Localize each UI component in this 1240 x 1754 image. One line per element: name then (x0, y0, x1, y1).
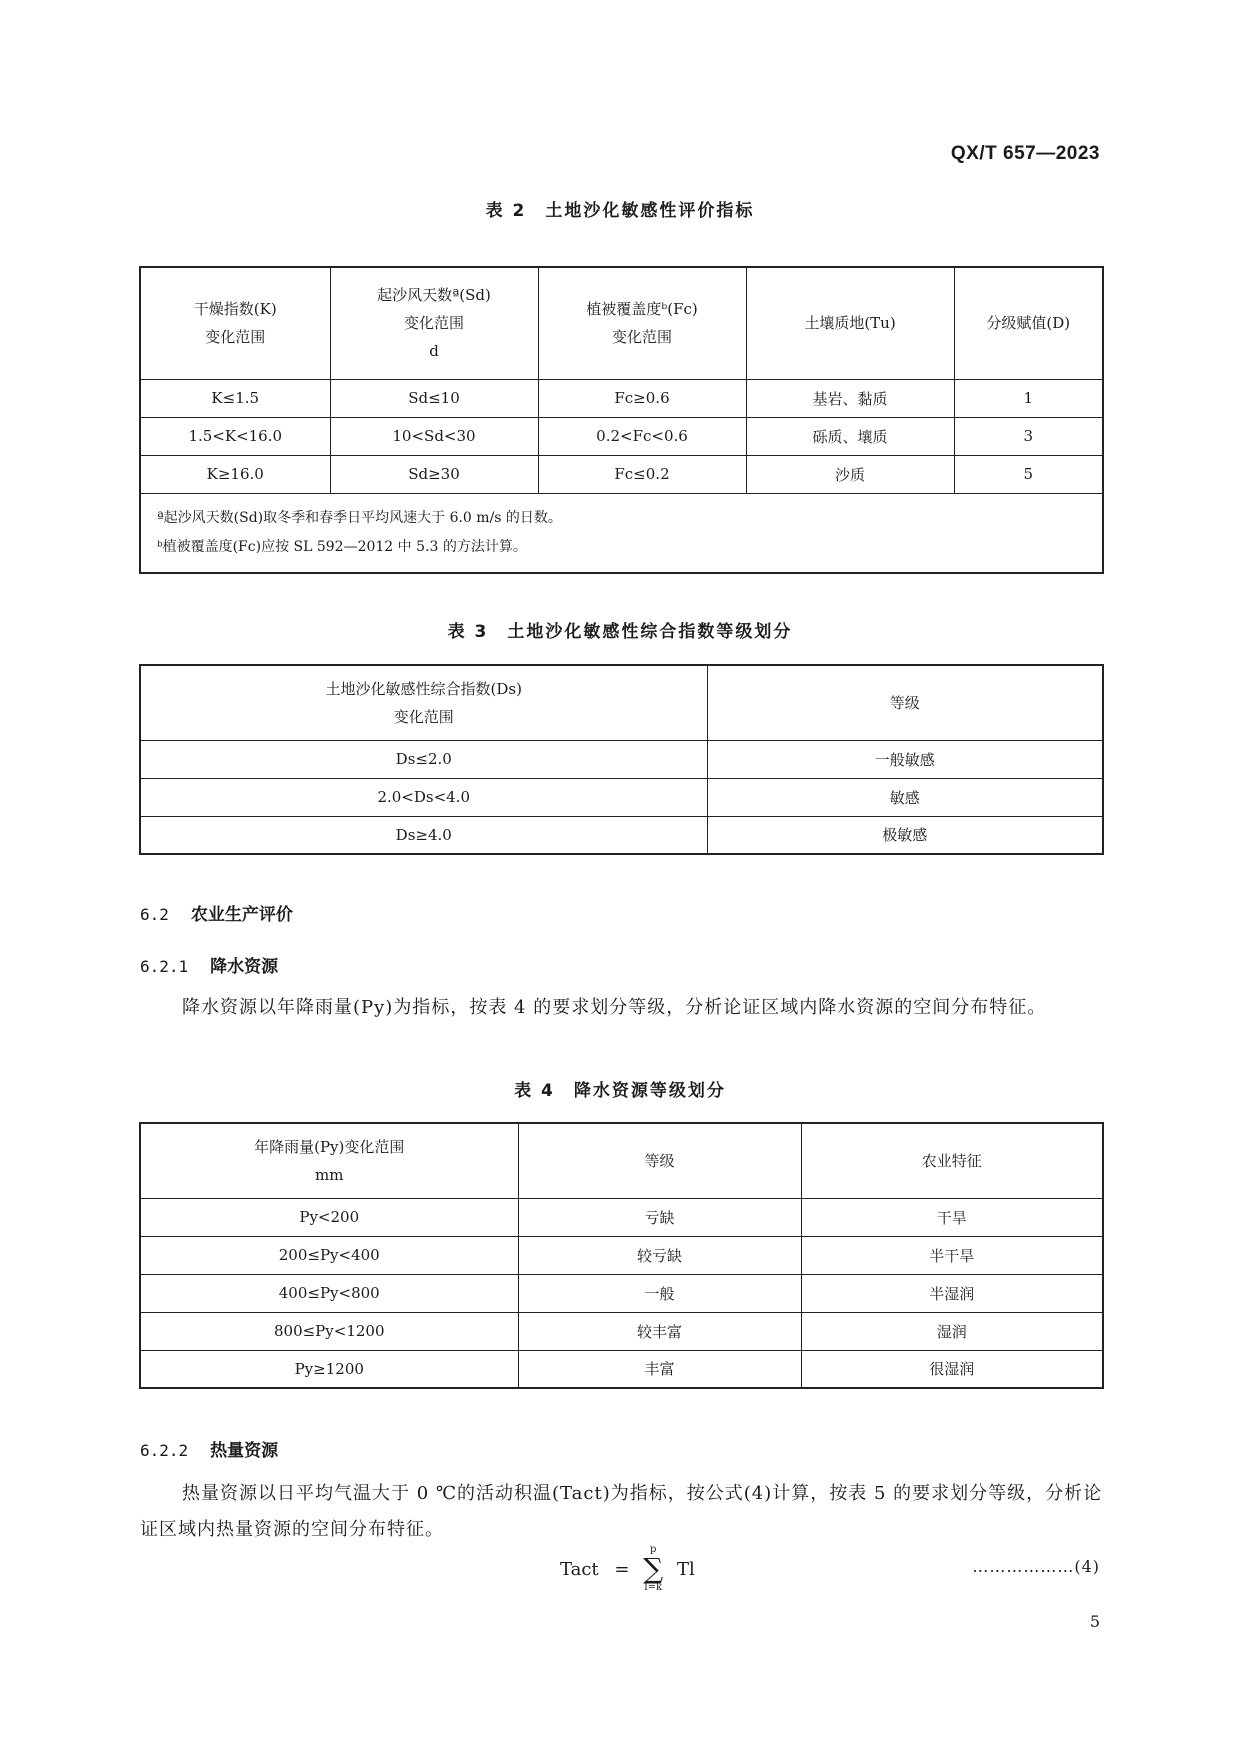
table-cell: 干旱 (801, 1198, 1103, 1236)
section-title: 农业生产评价 (190, 905, 293, 925)
table2 (139, 266, 1104, 574)
header-line: 变化范围 (403, 314, 464, 333)
table2-caption: 表 2 土地沙化敏感性评价指标 (485, 201, 755, 221)
table-note: ᵇ植被覆盖度(Fc)应按 SL 592—2012 中 5.3 的方法计算。 (157, 538, 527, 555)
section-title: 降水资源 (210, 957, 279, 977)
table-cell: Fc≤0.2 (538, 455, 746, 493)
table-cell: 较亏缺 (518, 1236, 801, 1274)
table3-header-cell (707, 665, 1103, 740)
section-title: 热量资源 (210, 1441, 279, 1461)
header-line: 变化范围 (611, 328, 672, 347)
table-row (140, 1312, 1103, 1350)
table-cell: 基岩、黏质 (746, 379, 954, 417)
sum-upper: p (650, 1544, 657, 1555)
section-number: 6.2.1 (140, 957, 189, 976)
table-cell: 较丰富 (518, 1312, 801, 1350)
header-line: 土壤质地(Tu) (804, 314, 896, 333)
table-cell: Sd≥30 (330, 455, 538, 493)
section-number: 6.2.2 (140, 1441, 189, 1460)
header-line: 等级 (889, 693, 920, 712)
table-cell: 湿润 (801, 1312, 1103, 1350)
table-cell: 2.0<Ds<4.0 (140, 778, 707, 816)
header-line: 年降雨量(Py)变化范围 (254, 1137, 405, 1156)
table2-header-row (140, 267, 1103, 379)
table-row (140, 740, 1103, 778)
table-cell: 沙质 (746, 455, 954, 493)
table3 (139, 664, 1104, 855)
table-row (140, 778, 1103, 816)
table4-header-cell (518, 1123, 801, 1198)
table3-header-row (140, 665, 1103, 740)
table-cell: Py≥1200 (140, 1350, 518, 1388)
table2-header-cell (330, 267, 538, 379)
table-cell: 3 (954, 417, 1103, 455)
formula-4 (560, 1544, 695, 1594)
header-line: d (429, 342, 439, 361)
header-line: 植被覆盖度ᵇ(Fc) (586, 300, 698, 319)
header-line: 起沙风天数ª(Sd) (377, 286, 491, 305)
sum-lower: l=k (644, 1582, 663, 1593)
header-line: mm (315, 1165, 344, 1184)
table2-header-cell (746, 267, 954, 379)
table4-caption: 表 4 降水资源等级划分 (514, 1081, 726, 1101)
table-cell: Ds≤2.0 (140, 740, 707, 778)
table-note: ª起沙风天数(Sd)取冬季和春季日平均风速大于 6.0 m/s 的日数。 (157, 509, 562, 526)
table-cell: 亏缺 (518, 1198, 801, 1236)
table-cell: Ds≥4.0 (140, 816, 707, 854)
table-cell: 800≤Py<1200 (140, 1312, 518, 1350)
header-line: 变化范围 (393, 707, 454, 726)
table-row (140, 417, 1103, 455)
table-cell: 一般敏感 (707, 740, 1103, 778)
table3-caption: 表 3 土地沙化敏感性综合指数等级划分 (447, 622, 793, 642)
section-number: 6.2 (140, 905, 169, 924)
table-row (140, 379, 1103, 417)
header-line: 等级 (644, 1151, 675, 1170)
table2-header-cell (140, 267, 330, 379)
standard-number: QX/T 657—2023 (950, 143, 1100, 164)
table-cell: K≤1.5 (140, 379, 330, 417)
table-cell: 0.2<Fc<0.6 (538, 417, 746, 455)
section-heading-6-2-1 (140, 952, 278, 977)
header-line: 变化范围 (205, 328, 266, 347)
table-cell: 半湿润 (801, 1274, 1103, 1312)
table-cell: 极敏感 (707, 816, 1103, 854)
section-heading-6-2-2 (140, 1436, 278, 1461)
table4-header-cell (140, 1123, 518, 1198)
table-row (140, 1274, 1103, 1312)
table2-notes-row (140, 493, 1103, 573)
table-cell: Fc≥0.6 (538, 379, 746, 417)
table-cell: 砾质、壤质 (746, 417, 954, 455)
table2-notes (140, 493, 1103, 573)
header-line: 农业特征 (921, 1151, 982, 1170)
table-cell: 5 (954, 455, 1103, 493)
formula-lhs: Tact (560, 1558, 599, 1580)
formula-equals: = (614, 1558, 630, 1580)
table3-header-cell (140, 665, 707, 740)
paragraph-precipitation: 降水资源以年降雨量(Py)为指标，按表 4 的要求划分等级，分析论证区域内降水资源的空间分布特征。 (182, 997, 1047, 1018)
section-heading-6-2 (140, 900, 293, 925)
table2-header-cell (538, 267, 746, 379)
table-cell: 200≤Py<400 (140, 1236, 518, 1274)
table-cell: Py<200 (140, 1198, 518, 1236)
table-cell: 敏感 (707, 778, 1103, 816)
table-cell: 10<Sd<30 (330, 417, 538, 455)
table4 (139, 1122, 1104, 1389)
page-number: 5 (1089, 1612, 1100, 1631)
table-row (140, 1236, 1103, 1274)
paragraph-heat: 热量资源以日平均气温大于 0 ℃的活动积温(Tact)为指标，按公式(4)计算，按表 5 的要求划分等级，分析论证区域内热量资源的空间分布特征。 (140, 1483, 1103, 1540)
table-row (140, 455, 1103, 493)
header-line: 分级赋值(D) (986, 314, 1071, 333)
table2-header-cell (954, 267, 1103, 379)
table-row (140, 816, 1103, 854)
table-cell: 半干旱 (801, 1236, 1103, 1274)
table4-header-cell (801, 1123, 1103, 1198)
table4-header-row (140, 1123, 1103, 1198)
table-cell: K≥16.0 (140, 455, 330, 493)
table-cell: 丰富 (518, 1350, 801, 1388)
sigma-icon: ∑ (643, 1552, 664, 1585)
table-cell: 很湿润 (801, 1350, 1103, 1388)
header-line: 土地沙化敏感性综合指数(Ds) (325, 679, 522, 698)
summation (643, 1544, 663, 1594)
table-cell: 400≤Py<800 (140, 1274, 518, 1312)
table-cell: Sd≤10 (330, 379, 538, 417)
table-row (140, 1198, 1103, 1236)
header-line: 干燥指数(K) (193, 300, 277, 319)
table-cell: 一般 (518, 1274, 801, 1312)
equation-number: ………………(4) (972, 1557, 1100, 1576)
table-cell: 1 (954, 379, 1103, 417)
table-row (140, 1350, 1103, 1388)
table-cell: 1.5<K<16.0 (140, 417, 330, 455)
formula-term: Tl (676, 1558, 695, 1580)
